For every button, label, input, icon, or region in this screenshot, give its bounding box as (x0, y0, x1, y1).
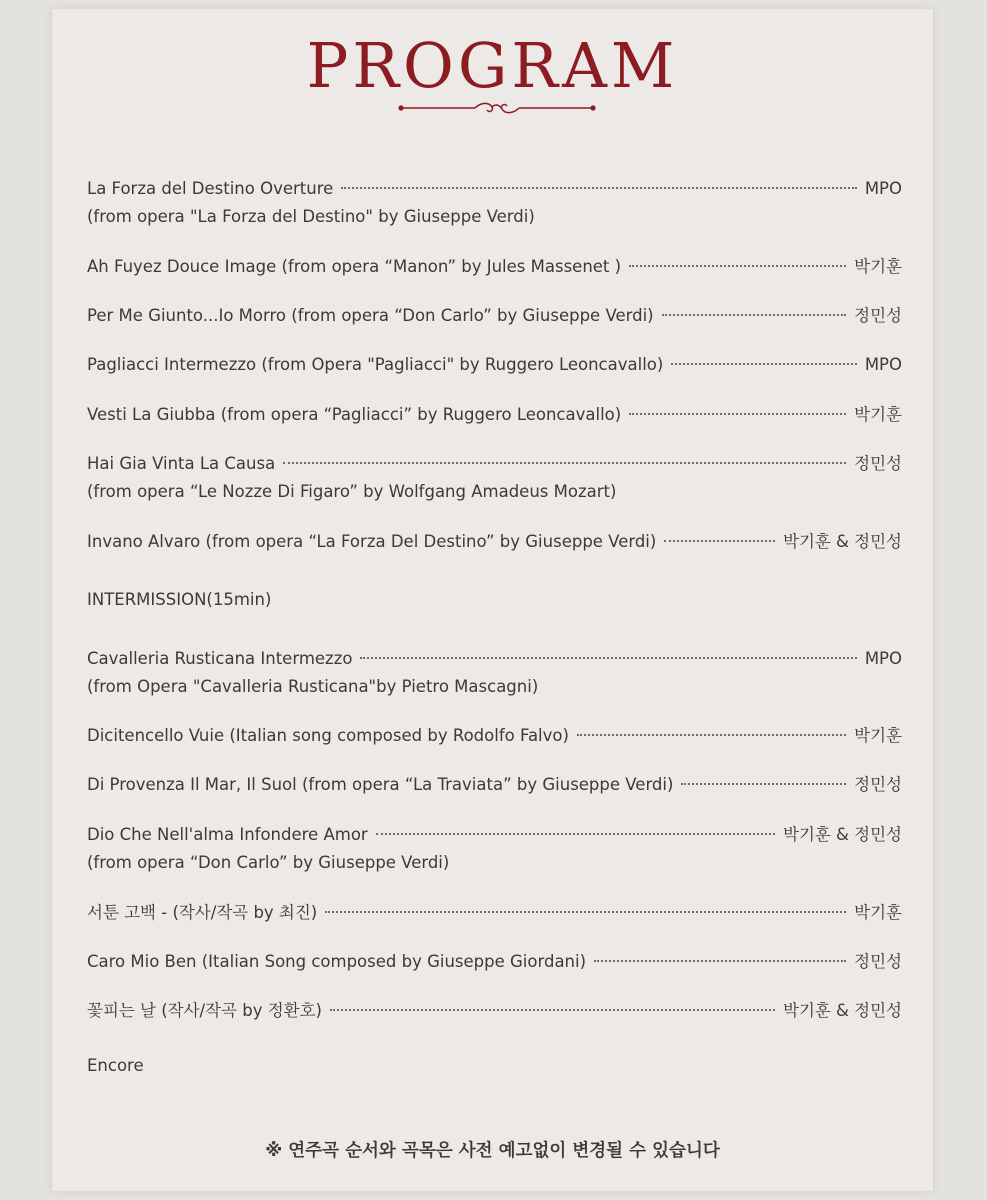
program-item (87, 645, 902, 701)
program-item-performer: 정민성 (854, 306, 902, 325)
program-item (87, 948, 902, 976)
dot-leader (325, 910, 846, 913)
program-item-title: Cavalleria Rusticana Intermezzo (87, 649, 353, 668)
program-item-line (87, 1052, 902, 1080)
program-item-title: Caro Mio Ben (Italian Song composed by Giuseppe Giordani) (87, 952, 587, 971)
program-item-line (87, 899, 902, 927)
program-item-title: Per Me Giunto...Io Morro (from opera “Don Carlo” by Giuseppe Verdi) (87, 306, 654, 325)
program-item-line (87, 253, 902, 281)
program-item (87, 722, 902, 750)
program-item-title: 서툰 고백 - (작사/작곡 by 최진) (87, 903, 318, 922)
program-card (52, 9, 933, 1191)
program-item-performer: 정민성 (854, 775, 902, 794)
program-item-performer: 박기훈 (854, 405, 902, 424)
program-item-subtitle: (from opera “Don Carlo” by Giuseppe Verdi) (87, 853, 450, 872)
dot-leader (662, 313, 847, 316)
program-item-performer: 정민성 (854, 952, 902, 971)
program-item-line (87, 351, 902, 379)
program-item (87, 351, 902, 379)
dot-leader (664, 539, 775, 542)
program-item (87, 401, 902, 429)
program-item (87, 586, 902, 614)
program-item (87, 175, 902, 231)
program-item-title: Hai Gia Vinta La Causa (87, 454, 276, 473)
program-item-performer: 박기훈 & 정민성 (783, 532, 902, 551)
program-item (87, 1052, 902, 1080)
program-item-title: Ah Fuyez Douce Image (from opera “Manon” by Jules Massenet ) (87, 257, 622, 276)
dot-leader (594, 959, 846, 962)
program-item-title: Dio Che Nell'alma Infondere Amor (87, 825, 368, 844)
program-item (87, 899, 902, 927)
program-item-performer: 박기훈 (854, 257, 902, 276)
program-item-line (87, 528, 902, 556)
program-item-title: Dicitencello Vuie (Italian song composed by Rodolfo Falvo) (87, 726, 569, 745)
program-item-performer: 박기훈 & 정민성 (783, 825, 902, 844)
program-item (87, 253, 902, 281)
program-item-performer: 박기훈 & 정민성 (783, 1001, 902, 1020)
dot-leader (629, 412, 846, 415)
program-item-line (87, 450, 902, 478)
dot-leader (330, 1008, 775, 1011)
dot-leader (671, 362, 856, 365)
dot-leader (577, 733, 846, 736)
program-item-title: Di Provenza Il Mar, Il Suol (from opera “La Traviata” by Giuseppe Verdi) (87, 775, 674, 794)
program-item (87, 528, 902, 556)
program-item (87, 997, 902, 1025)
program-item-title: Vesti La Giubba (from opera “Pagliacci” by Ruggero Leoncavallo) (87, 405, 622, 424)
program-item-line (87, 175, 902, 203)
program-item-performer: 박기훈 (854, 726, 902, 745)
dot-leader (376, 832, 775, 835)
program-item-performer: 정민성 (854, 454, 902, 473)
program-item-title: Pagliacci Intermezzo (from Opera "Pagliacci" by Ruggero Leoncavallo) (87, 355, 664, 374)
program-item-line (87, 997, 902, 1025)
program-item-line (87, 302, 902, 330)
dot-leader (283, 461, 846, 464)
program-item (87, 771, 902, 799)
ornament-divider-icon (397, 101, 597, 115)
program-item-line (87, 722, 902, 750)
page-title: PROGRAM (306, 29, 679, 102)
program-item-line (87, 821, 902, 849)
footer-note: ※ 연주곡 순서와 곡목은 사전 예고없이 변경될 수 있습니다 (265, 1141, 720, 1161)
program-item-performer: 박기훈 (854, 903, 902, 922)
program-item-title: La Forza del Destino Overture (87, 179, 334, 198)
program-item-line (87, 645, 902, 673)
program-item-line (87, 771, 902, 799)
program-item-line (87, 586, 902, 614)
program-item-subtitle: (from opera “Le Nozze Di Figaro” by Wolfgang Amadeus Mozart) (87, 482, 617, 501)
program-item-title: 꽃피는 날 (작사/작곡 by 정환호) (87, 1001, 322, 1020)
program-item-title: Encore (87, 1056, 144, 1075)
program-item (87, 821, 902, 877)
dot-leader (341, 186, 857, 189)
program-item-subtitle: (from Opera "Cavalleria Rusticana"by Pietro Mascagni) (87, 677, 539, 696)
dot-leader (360, 656, 856, 659)
program-item-title: INTERMISSION(15min) (87, 590, 272, 609)
program-item-performer: MPO (864, 179, 902, 198)
program-item-line (87, 948, 902, 976)
dot-leader (629, 264, 846, 267)
program-item-performer: MPO (864, 355, 902, 374)
program-item (87, 450, 902, 506)
program-item (87, 302, 902, 330)
dot-leader (681, 782, 846, 785)
program-item-line (87, 401, 902, 429)
program-item-performer: MPO (864, 649, 902, 668)
program-item-subtitle: (from opera "La Forza del Destino" by Giuseppe Verdi) (87, 207, 535, 226)
program-item-title: Invano Alvaro (from opera “La Forza Del Destino” by Giuseppe Verdi) (87, 532, 657, 551)
